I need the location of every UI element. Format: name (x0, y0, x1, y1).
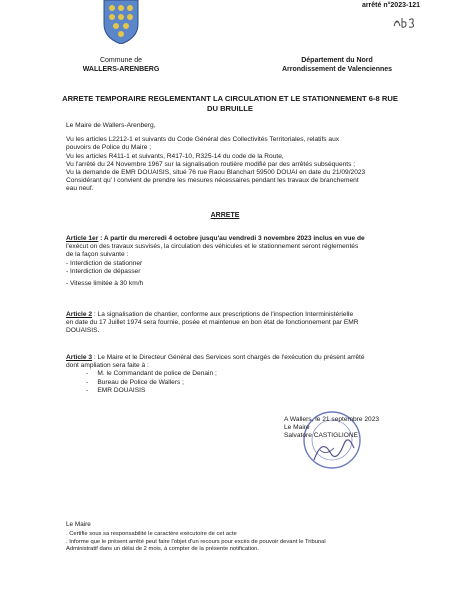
vu-line-1b: pouvoirs de Police du Maire ; (66, 144, 152, 152)
department-name: Département du Nord (301, 57, 373, 64)
article-2-line-3: DOUAISIS. (66, 327, 100, 335)
article-3-line-2: dont ampliation sera faite à : (66, 362, 149, 370)
article-2 (66, 311, 406, 336)
footer-line-1: . Certifie sous sa responsabilité le caractère exécutoire de cet acte (66, 531, 237, 538)
title-line-1: ARRETE TEMPORAIRE REGLEMENTANT LA CIRCULATION ET LE STATIONNEMENT 6-8 RUE (62, 94, 398, 103)
article-1-item: - Interdiction de dépasser (66, 267, 141, 275)
footer-notice (66, 521, 406, 554)
article-1-item: - Interdiction de stationner (66, 259, 143, 267)
signature-block (284, 416, 379, 440)
article-1-lead: : A partir du mercredi 4 octobre jusqu'au vendredi 3 novembre 2023 inclus en vue de (98, 235, 365, 242)
recipient-name: M. le Commandant de police de Denain ; (97, 370, 217, 378)
preamble (66, 122, 406, 194)
commune-block (66, 56, 176, 74)
document-title (60, 94, 400, 114)
article-1 (66, 235, 406, 288)
signer-role: Le Maire (284, 424, 310, 431)
considerant-line-2: eau neuf. (66, 185, 94, 193)
recipient-item: - M. le Commandant de police de Denain ; (86, 370, 217, 378)
place-date: A Wallers, le 21 septembre 2023 (284, 416, 380, 423)
department-block (252, 56, 422, 74)
vu-line-4: Vu la demande de EMR DOUAISIS, situé 76 rue Raou Blanchart 59500 DOUAI en date du 21/09/2023 (66, 169, 366, 177)
considerant-line: Considérant qu' l convient de prendre les mesures nécessaires pendant les travaux de branchement (66, 177, 359, 185)
article-1-item: - Vitesse limitée à 30 km/h (66, 280, 144, 288)
article-3 (66, 354, 406, 395)
arrete-number: arrêté n°2023-121 (361, 2, 420, 9)
signer-name: Salvatore CASTIGLIONE (284, 432, 359, 439)
article-3-label: Article 3 (66, 354, 93, 361)
article-2-line-1: : La signalisation de chantier, conforme aux prescriptions de l'inspection Interministérielle (92, 311, 354, 318)
footer-line-3: Administratif dans un délai de 2 mois, à compter de la présente notification. (66, 546, 260, 553)
recipient-item: - Bureau de Police de Wallers ; (86, 378, 184, 386)
commune-name: WALLERS-ARENBERG (82, 66, 160, 73)
recipient-name: Bureau de Police de Wallers ; (97, 378, 184, 386)
footer-lead: Le Maire (66, 521, 91, 528)
article-1-label: Article 1er (66, 235, 99, 242)
article-1-line-2: l'exécut on des travaux susvisés, la circulation des véhicules et le stationnement seront réglementés (66, 243, 359, 251)
article-1-line-3: de la façon suivante : (66, 251, 129, 259)
vu-line-1: Vu les articles L2212-1 et suivants du Code Général des Collectivités Territoriales, relatifs aux (66, 136, 340, 144)
recipient-item: - EMR DOUAISIS (86, 386, 146, 394)
title-line-2: DU BRUILLE (207, 104, 253, 113)
vu-line-2: Vu les articles R411-1 et suivants, R417-10, R325-14 du code de la Route, (66, 152, 284, 160)
footer-line-2: . Informe que le présent arrêté peut faire l'objet d'un recours pour excès de pouvoir devant le Tribunal (66, 538, 326, 545)
article-3-line-1: : Le Maire et le Directeur Général des Services sont chargés de l'exécution du présent arrêté (92, 354, 365, 361)
arrondissement-name: Arrondissement de Valenciennes (281, 66, 393, 73)
handwritten-mark (392, 14, 418, 30)
article-2-label: Article 2 (66, 311, 93, 318)
recipient-name: EMR DOUAISIS (97, 386, 146, 394)
arrete-heading: ARRETE (210, 212, 240, 219)
vu-line-3: Vu l'arrêté du 24 Novembre 1967 sur la signalisation routière modifié par des arrêtés subséquents ; (66, 160, 356, 168)
article-2-line-2: en date du 17 Juillet 1974 sera fournie, posée et maintenue en bon état de fonctionnement par EMR (66, 319, 359, 327)
mayor-line: Le Maire de Wallers-Arenberg, (66, 122, 156, 129)
municipal-crest-logo (102, 0, 140, 44)
commune-label: Commune de (99, 57, 143, 64)
